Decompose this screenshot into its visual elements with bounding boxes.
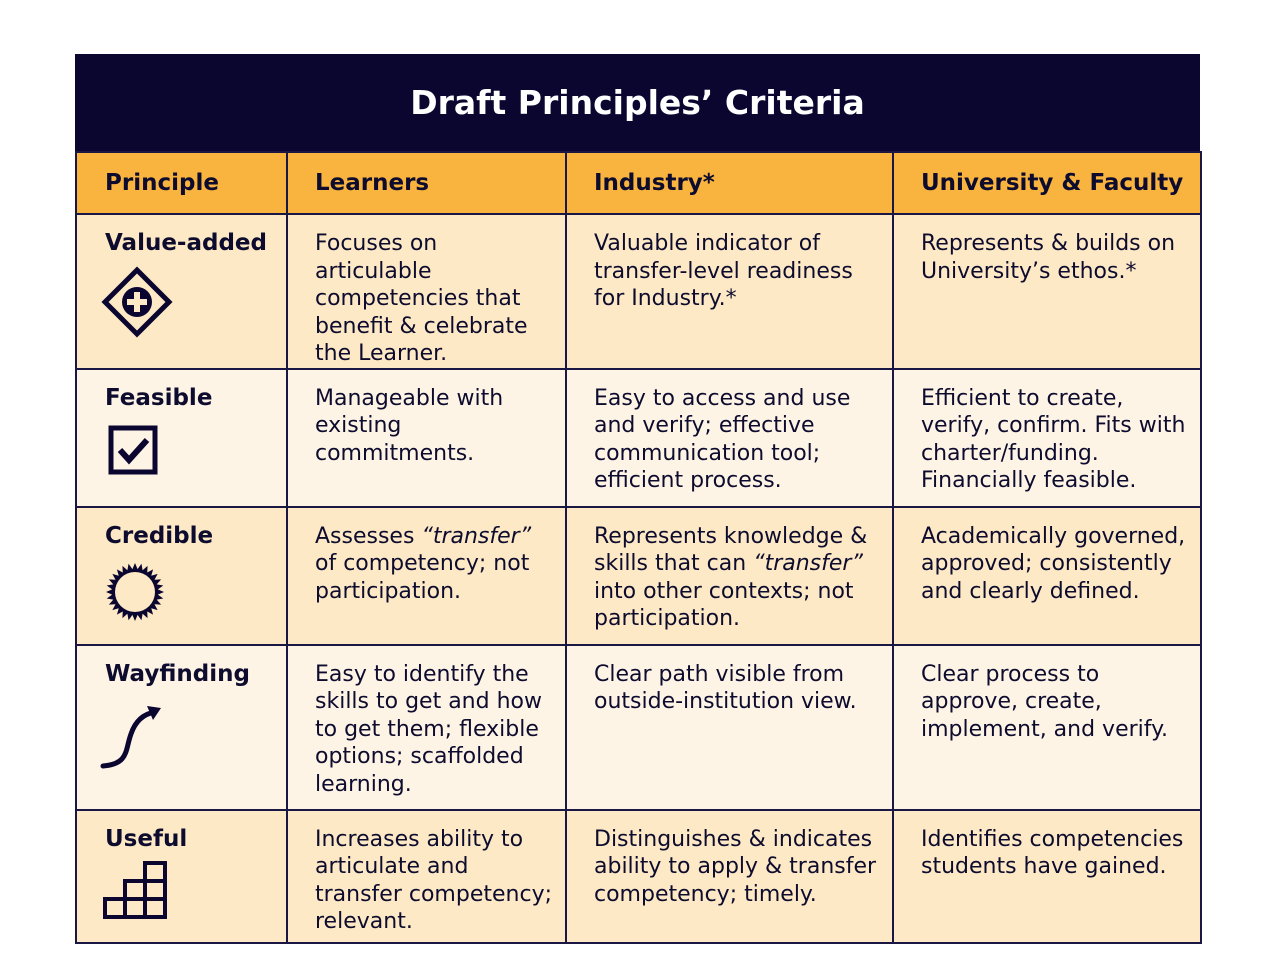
- table-row: [76, 507, 1201, 645]
- principle-name: Value-added: [105, 230, 267, 256]
- stairs-blocks-icon: [103, 861, 173, 921]
- principle-cell: [76, 645, 287, 810]
- industry-cell: Distinguishes & indicates ability to apply & transfer competency; timely.: [566, 810, 893, 943]
- table-title: Draft Principles’ Criteria: [410, 83, 865, 122]
- principle-cell: [76, 369, 287, 507]
- industry-cell: Valuable indicator of transfer-level readiness for Industry.*: [566, 214, 893, 369]
- table-row: [76, 369, 1201, 507]
- header-row: [76, 152, 1201, 214]
- learners-cell: Assesses “transfer” of competency; not participation.: [287, 507, 566, 645]
- table-row: [76, 214, 1201, 369]
- seal-icon: [105, 560, 169, 624]
- industry-cell: Clear path visible from outside-institution view.: [566, 645, 893, 810]
- principle-cell: [76, 810, 287, 943]
- principle-name: Useful: [105, 825, 188, 852]
- principle-cell: [76, 214, 287, 369]
- university-cell: Efficient to create, verify, confirm. Fits with charter/funding. Financially feasible.: [893, 369, 1201, 507]
- learners-cell: Increases ability to articulate and transfer competency; relevant.: [287, 810, 566, 943]
- principle-name: Credible: [105, 522, 214, 549]
- diamond-plus-icon: [101, 266, 173, 338]
- principle-name: Wayfinding: [105, 660, 250, 687]
- university-cell: Clear process to approve, create, implement, and verify.: [893, 645, 1201, 810]
- curved-arrow-icon: [99, 702, 169, 772]
- principle-name: Feasible: [105, 384, 213, 411]
- industry-cell: Represents knowledge & skills that can “transfer” into other contexts; not participation.: [566, 507, 893, 645]
- university-cell: Identifies competencies students have gained.: [893, 810, 1201, 943]
- table-row: [76, 645, 1201, 810]
- principles-table: [75, 151, 1202, 944]
- table-row: [76, 810, 1201, 943]
- header-industry: Industry*: [566, 152, 893, 214]
- header-university: University & Faculty: [893, 152, 1201, 214]
- learners-cell: Manageable with existing commitments.: [287, 369, 566, 507]
- table-title-bar: [75, 54, 1200, 151]
- learners-cell: Easy to identify the skills to get and how to get them; flexible options; scaffolded learning.: [287, 645, 566, 810]
- industry-cell: Easy to access and use and verify; effective communication tool; efficient process.: [566, 369, 893, 507]
- header-learners: Learners: [287, 152, 566, 214]
- checkbox-icon: [107, 424, 163, 480]
- criteria-table: [75, 54, 1200, 944]
- header-principle: Principle: [76, 152, 287, 214]
- university-cell: Represents & builds on University’s ethos.*: [893, 214, 1201, 369]
- university-cell: Academically governed, approved; consistently and clearly defined.: [893, 507, 1201, 645]
- principle-cell: [76, 507, 287, 645]
- learners-cell: Focuses on articulable competencies that benefit & celebrate the Learner.: [287, 214, 566, 369]
